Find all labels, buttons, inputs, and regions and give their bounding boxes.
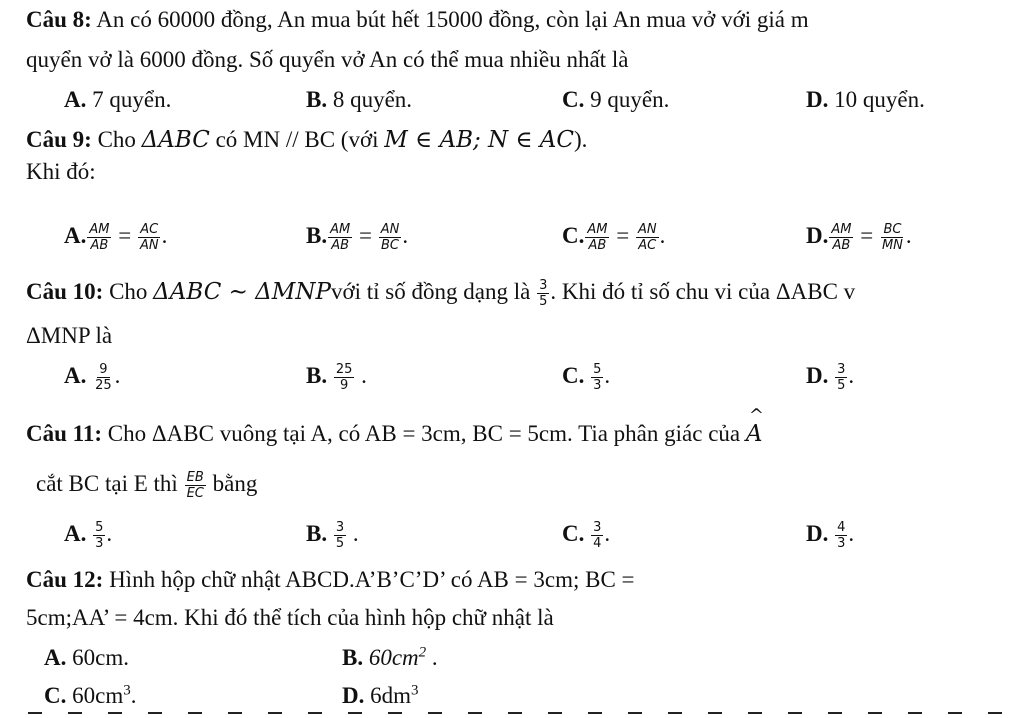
option-letter: D. — [806, 87, 829, 112]
q10-option-c[interactable] — [562, 362, 610, 393]
q9-option-d[interactable] — [806, 222, 912, 253]
q10-line2: ΔMNP là — [26, 323, 113, 348]
option-letter: C. — [562, 363, 585, 388]
q12-option-a[interactable] — [44, 644, 129, 672]
fraction: $\frac{AN}{BC}$ — [380, 222, 400, 254]
option-text: 60cm. — [72, 645, 129, 670]
option-letter: A. — [44, 645, 67, 670]
option-letter: B. — [306, 521, 328, 546]
option-end: . — [355, 363, 367, 388]
option-letter: B. — [342, 645, 364, 670]
fraction: $\frac{5}{3}$ — [593, 362, 602, 394]
q12-line2: 5cm;AA’ = 4cm. Khi đó thể tích của hình hộp chữ nhật là — [26, 605, 554, 630]
option-letter: D. — [806, 223, 829, 248]
q11-label: Câu 11: — [26, 421, 103, 446]
q10-option-b[interactable] — [306, 362, 367, 393]
q11-line1 — [26, 420, 763, 448]
q8-option-d[interactable] — [806, 86, 925, 114]
q10-text-pre: Cho — [109, 279, 148, 304]
equals: = — [616, 223, 630, 248]
option-sup: 3 — [123, 682, 131, 699]
q8-label: Câu 8: — [26, 7, 92, 32]
q10-option-a[interactable] — [64, 362, 120, 393]
fraction: $\frac{25}{9}$ — [335, 362, 353, 394]
q9-option-a[interactable] — [64, 222, 167, 253]
option-letter: C. — [562, 521, 585, 546]
q8-option-c[interactable] — [562, 86, 669, 114]
option-sup: 3 — [411, 682, 419, 699]
q10-text-mid: với tỉ số đồng dạng là — [330, 279, 531, 304]
q12-label: Câu 12: — [26, 567, 104, 592]
q10-text-post: . Khi đó tỉ số chu vi của ΔABC v — [550, 279, 856, 304]
option-text: 60cm — [368, 645, 419, 670]
fraction: $\frac{AN}{AC}$ — [637, 222, 657, 254]
fraction: $\frac{3}{5}$ — [335, 520, 345, 552]
q9-triangle: ΔABC — [141, 127, 210, 153]
option-end: . — [659, 223, 666, 248]
option-letter: C. — [562, 87, 585, 112]
q12-option-c[interactable] — [44, 682, 136, 710]
option-letter: B. — [306, 363, 328, 388]
option-end: . — [905, 223, 912, 248]
option-text: 6dm — [370, 683, 412, 708]
cut-off-next-line — [28, 712, 1008, 714]
q8-option-b[interactable] — [306, 86, 412, 114]
q8-line2: quyển vở là 6000 đồng. Số quyển vở An có thể mua nhiều nhất là — [26, 47, 629, 72]
fraction: $\frac{BC}{MN}$ — [881, 222, 903, 254]
q10-option-d[interactable] — [806, 362, 854, 393]
option-letter: A. — [64, 521, 87, 546]
option-letter: C. — [44, 683, 67, 708]
q11-option-d[interactable] — [806, 520, 854, 551]
option-end: . — [114, 363, 121, 388]
option-end: . — [848, 521, 855, 546]
q12-line1 — [26, 566, 635, 594]
option-letter: D. — [806, 521, 829, 546]
q10-label: Câu 10: — [26, 279, 104, 304]
option-end: . — [161, 223, 168, 248]
option-letter: D. — [806, 363, 829, 388]
fraction: $\frac{AM}{AB}$ — [831, 222, 852, 254]
q11-option-c[interactable] — [562, 520, 610, 551]
q9-option-b[interactable] — [306, 222, 408, 253]
q9-line1 — [26, 126, 587, 154]
q11-text-1: Cho ΔABC vuông tại A, có AB = 3cm, BC = 5cm. Tia phân giác của — [107, 421, 741, 446]
q9-label: Câu 9: — [26, 127, 92, 152]
option-text: 8 quyển. — [332, 87, 413, 112]
fraction: $\frac{AM}{AB}$ — [587, 222, 608, 254]
fraction: $\frac{5}{3}$ — [95, 520, 104, 552]
option-text: 7 quyển. — [92, 87, 172, 112]
option-letter: B. — [306, 87, 328, 112]
q9-text-pre: Cho — [97, 127, 136, 152]
option-end: . — [402, 223, 409, 248]
option-text: 60cm — [72, 683, 124, 708]
q12-text-1: Hình hộp chữ nhật ABCD.A’B’C’D’ có AB = 3cm; BC = — [109, 567, 635, 592]
q10-ratio: $\frac{3}{5}$ — [539, 278, 548, 310]
option-end: . — [347, 521, 359, 546]
option-letter: A. — [64, 363, 87, 388]
option-end: . — [426, 645, 438, 670]
option-letter: D. — [342, 683, 365, 708]
option-end: . — [604, 363, 611, 388]
option-end: . — [130, 683, 137, 708]
equals: = — [118, 223, 132, 248]
option-sup: 2 — [418, 644, 427, 661]
equals: = — [358, 223, 372, 248]
option-letter: A. — [64, 87, 87, 112]
q11-fraction: $\frac{EB}{EC}$ — [186, 470, 204, 502]
q12-option-b[interactable] — [342, 644, 438, 672]
q10-line1 — [26, 278, 855, 309]
q11-text-pre: cắt BC tại E thì — [36, 471, 178, 496]
q8-text-1: An có 60000 đồng, An mua bút hết 15000 đồng, còn lại An mua vở với giá m — [96, 7, 809, 32]
fraction: $\frac{3}{5}$ — [837, 362, 846, 394]
q11-option-a[interactable] — [64, 520, 112, 551]
fraction: $\frac{3}{4}$ — [593, 520, 602, 552]
q11-option-b[interactable] — [306, 520, 359, 551]
q11-line2 — [36, 470, 257, 501]
option-text: 9 quyển. — [590, 87, 670, 112]
option-end: . — [106, 521, 113, 546]
q9-condition: M ∈ AB; N ∈ AC — [384, 127, 575, 153]
fraction: $\frac{AM}{AB}$ — [330, 222, 351, 254]
q12-option-d[interactable] — [342, 682, 419, 710]
option-text: 10 quyển. — [834, 87, 925, 112]
fraction: $\frac{9}{25}$ — [95, 362, 112, 394]
fraction: $\frac{4}{3}$ — [837, 520, 846, 552]
q9-text-post: ). — [574, 127, 588, 152]
q10-similarity: ΔABC ∼ ΔMNP — [153, 279, 331, 305]
q8-line1 — [26, 6, 809, 34]
equals: = — [860, 223, 874, 248]
option-letter: B. — [306, 223, 328, 248]
q8-option-a[interactable] — [64, 86, 171, 114]
option-letter: C. — [562, 223, 585, 248]
option-end: . — [604, 521, 611, 546]
q9-line2: Khi đó: — [26, 159, 96, 184]
q11-text-post: bằng — [212, 471, 258, 496]
fraction: $\frac{AC}{AN}$ — [139, 222, 159, 254]
q9-text-mid: có MN // BC (với — [215, 127, 379, 152]
q11-angle: ^ A — [746, 420, 763, 448]
fraction: $\frac{AM}{AB}$ — [89, 222, 110, 254]
option-letter: A. — [64, 223, 87, 248]
q9-option-c[interactable] — [562, 222, 665, 253]
option-end: . — [848, 363, 855, 388]
